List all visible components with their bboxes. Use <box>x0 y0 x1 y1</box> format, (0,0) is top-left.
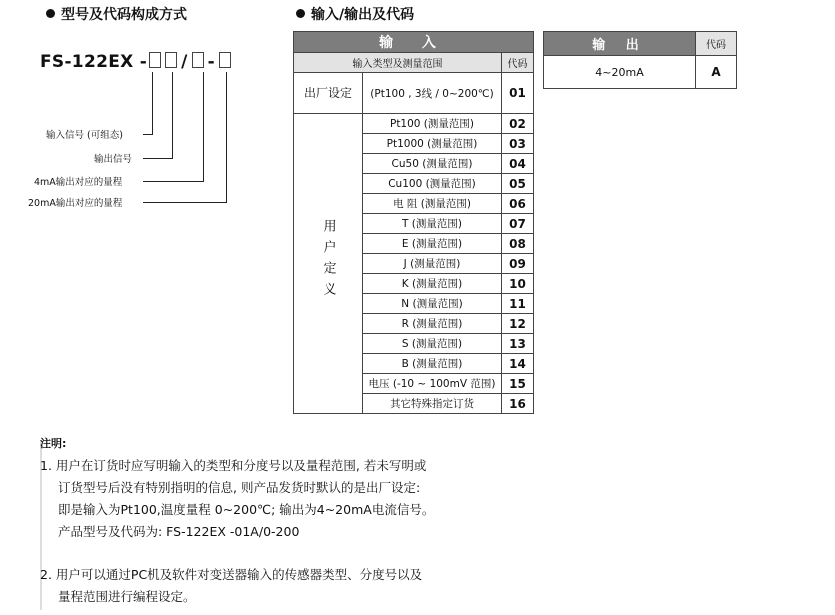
input-type-code: 09 <box>502 254 534 274</box>
input-type-name: Pt100 (测量范围) <box>363 114 502 134</box>
input-slot <box>149 52 161 68</box>
input-type-code: 02 <box>502 114 534 134</box>
input-type-name: B (测量范围) <box>363 354 502 374</box>
input-type-name: N (测量范围) <box>363 294 502 314</box>
io-code-heading: 输入/输出及代码 <box>296 4 414 24</box>
callout-line <box>152 72 153 134</box>
factory-setting-code: 01 <box>502 73 534 114</box>
range-high-slot <box>219 52 231 68</box>
input-type-name: 电压 (-10 ~ 100mV 范围) <box>363 374 502 394</box>
output-table <box>543 31 737 89</box>
callout-output-signal: 输出信号 <box>94 154 133 165</box>
input-type-code: 14 <box>502 354 534 374</box>
input-type-name: J (测量范围) <box>363 254 502 274</box>
note-line: 2. 用户可以通过PC机及软件对变送器输入的传感器类型、分度号以及 <box>40 567 423 582</box>
callout-4ma-range: 4mA输出对应的量程 <box>34 177 123 188</box>
code-header: 代码 <box>502 53 534 73</box>
input-type-name: Cu100 (测量范围) <box>363 174 502 194</box>
input-type-code: 04 <box>502 154 534 174</box>
input-type-name: K (测量范围) <box>363 274 502 294</box>
output-slot <box>165 52 177 68</box>
input-type-code: 10 <box>502 274 534 294</box>
input-type-name: E (测量范围) <box>363 234 502 254</box>
callout-line <box>203 72 204 181</box>
input-type-code: 03 <box>502 134 534 154</box>
factory-setting-label: 出厂设定 <box>294 73 363 114</box>
callout-line <box>226 72 227 202</box>
callout-line <box>143 202 227 203</box>
callout-line <box>143 158 173 159</box>
bullet-icon <box>296 9 305 18</box>
note-line: 产品型号及代码为: FS-122EX -01A/0-200 <box>58 524 300 539</box>
notes <box>40 433 434 608</box>
input-type-code: 06 <box>502 194 534 214</box>
model-code-heading: 型号及代码构成方式 <box>46 4 187 24</box>
user-defined-cell <box>294 114 363 414</box>
input-type-name: 其它特殊指定订货 <box>363 394 502 414</box>
user-defined-label: 用户定义 <box>320 219 336 303</box>
input-type-code: 05 <box>502 174 534 194</box>
input-type-code: 07 <box>502 214 534 234</box>
range-low-slot <box>192 52 204 68</box>
callout-line <box>172 72 173 158</box>
input-type-name: Pt1000 (测量范围) <box>363 134 502 154</box>
output-signal-value: 4~20mA <box>544 56 696 89</box>
input-type-name: R (测量范围) <box>363 314 502 334</box>
callout-line <box>143 134 153 135</box>
input-type-name: T (测量范围) <box>363 214 502 234</box>
callout-line <box>143 181 204 182</box>
input-type-name: 电 阻 (测量范围) <box>363 194 502 214</box>
input-type-name: Cu50 (测量范围) <box>363 154 502 174</box>
input-type-name: S (测量范围) <box>363 334 502 354</box>
output-table-title: 输 出 <box>544 32 696 56</box>
input-type-code: 16 <box>502 394 534 414</box>
factory-setting-value: (Pt100 , 3线 / 0~200℃) <box>363 73 502 114</box>
bullet-icon <box>46 9 55 18</box>
input-type-code: 15 <box>502 374 534 394</box>
note-line: 量程范围进行编程设定。 <box>58 589 196 604</box>
callout-input-signal: 输入信号 (可组态) <box>46 130 123 141</box>
callout-20ma-range: 20mA输出对应的量程 <box>28 198 123 209</box>
note-line: 订货型号后没有特别指明的信息, 则产品发货时默认的是出厂设定: <box>58 480 421 495</box>
note-line: 1. 用户在订货时应写明输入的类型和分度号以及量程范围, 若未写明或 <box>40 458 427 473</box>
output-code-header: 代码 <box>696 32 737 56</box>
input-type-code: 12 <box>502 314 534 334</box>
output-signal-code: A <box>696 56 737 89</box>
input-type-code: 13 <box>502 334 534 354</box>
input-type-code: 08 <box>502 234 534 254</box>
input-table <box>293 31 534 414</box>
input-type-header: 输入类型及测量范围 <box>294 53 502 73</box>
input-table-title: 输 入 <box>294 32 534 53</box>
notes-title: 注明: <box>40 437 67 450</box>
note-line: 即是输入为Pt100,温度量程 0~200℃; 输出为4~20mA电流信号。 <box>58 502 435 517</box>
input-type-code: 11 <box>502 294 534 314</box>
model-code: FS-122EX - / - <box>40 52 233 72</box>
